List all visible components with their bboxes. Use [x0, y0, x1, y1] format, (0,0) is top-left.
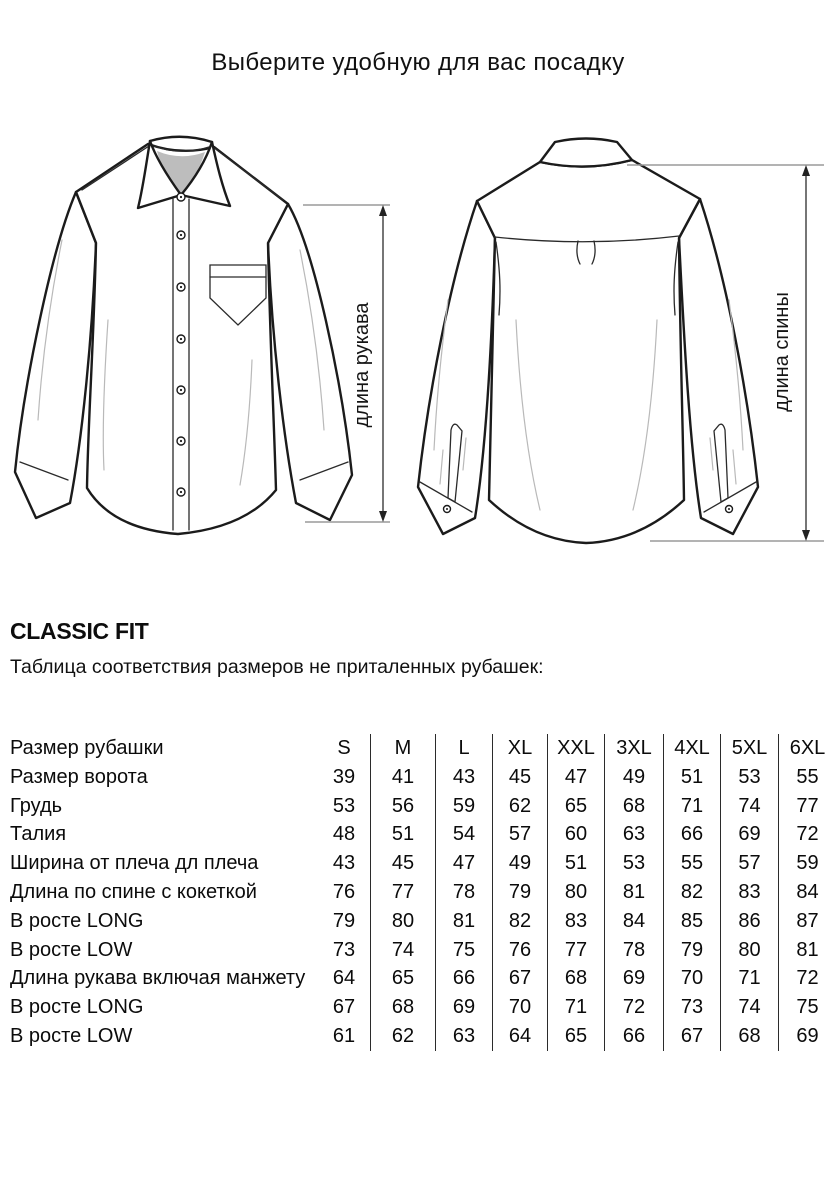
size-value-cell: 72 — [796, 823, 819, 846]
table-row — [0, 1022, 836, 1051]
row-label: В росте LOW — [10, 938, 133, 961]
size-value-cell: 43 — [318, 849, 371, 878]
size-column-header: XL — [493, 734, 548, 763]
size-value-cell: 66 — [605, 1022, 664, 1051]
size-value-cell: 71 — [721, 964, 779, 993]
size-value-cell: 70 — [493, 993, 548, 1022]
size-value-cell: 74 — [721, 792, 779, 821]
size-column-header: XXL — [548, 734, 605, 763]
size-value-cell: 39 — [318, 763, 371, 792]
size-value-cell: 43 — [436, 763, 493, 792]
size-value-cell: 64 — [493, 1022, 548, 1051]
fit-heading: CLASSIC FIT — [10, 618, 149, 644]
size-value-cell: 53 — [318, 792, 371, 821]
row-label: Талия — [10, 823, 67, 846]
size-value-cell: 78 — [605, 936, 664, 965]
size-value-cell: 66 — [436, 964, 493, 993]
table-row — [0, 936, 836, 965]
size-value-cell: 80 — [721, 936, 779, 965]
size-value-cell: 69 — [796, 1024, 819, 1047]
size-value-cell: 86 — [721, 907, 779, 936]
size-table — [0, 734, 836, 1051]
size-value-cell: 77 — [371, 878, 436, 907]
size-value-cell: 81 — [436, 907, 493, 936]
size-value-cell: 72 — [796, 967, 819, 990]
size-value-cell: 54 — [436, 820, 493, 849]
row-label: Размер рубашки — [10, 737, 164, 759]
row-label: Длина по спине с кокеткой — [10, 880, 257, 903]
sleeve-length-arrowhead-top — [379, 205, 387, 216]
fit-subtitle: Таблица соответствия размеров не приталенных рубашек: — [10, 656, 544, 678]
size-column-header: S — [318, 734, 371, 763]
table-row — [0, 792, 836, 821]
size-value-cell: 69 — [436, 993, 493, 1022]
size-value-cell: 62 — [371, 1022, 436, 1051]
size-value-cell: 56 — [371, 792, 436, 821]
table-row — [0, 849, 836, 878]
size-value-cell: 68 — [371, 993, 436, 1022]
size-value-cell: 85 — [664, 907, 721, 936]
size-value-cell: 81 — [796, 938, 819, 961]
back-right-sleeve — [679, 199, 758, 534]
size-value-cell: 51 — [664, 763, 721, 792]
size-value-cell: 71 — [664, 792, 721, 821]
shirt-front-drawing — [15, 137, 352, 534]
size-value-cell: 59 — [436, 792, 493, 821]
size-column-header: M — [371, 734, 436, 763]
size-value-cell: 68 — [605, 792, 664, 821]
size-column-header: 5XL — [721, 734, 779, 763]
size-value-cell: 60 — [548, 820, 605, 849]
back-collar — [540, 139, 632, 167]
size-value-cell: 45 — [493, 763, 548, 792]
size-value-cell: 82 — [493, 907, 548, 936]
table-row — [0, 993, 836, 1022]
size-value-cell: 73 — [664, 993, 721, 1022]
table-row — [0, 964, 836, 993]
back-body — [477, 160, 700, 543]
size-value-cell: 73 — [318, 936, 371, 965]
size-value-cell: 61 — [318, 1022, 371, 1051]
size-value-cell: 82 — [664, 878, 721, 907]
size-value-cell: 57 — [493, 820, 548, 849]
size-value-cell: 75 — [796, 996, 819, 1019]
size-column-header: 6XL — [789, 737, 826, 759]
size-value-cell: 67 — [493, 964, 548, 993]
row-label: Длина рукава включая манжету — [10, 967, 306, 990]
size-column-header: L — [436, 734, 493, 763]
size-value-cell: 68 — [721, 1022, 779, 1051]
row-label: Ширина от плеча дл плеча — [10, 852, 259, 875]
table-row — [0, 820, 836, 849]
size-value-cell: 71 — [548, 993, 605, 1022]
size-value-cell: 84 — [605, 907, 664, 936]
size-value-cell: 74 — [721, 993, 779, 1022]
size-value-cell: 80 — [371, 907, 436, 936]
size-value-cell: 76 — [493, 936, 548, 965]
sleeve-length-label: длина рукава — [351, 302, 373, 428]
size-value-cell: 51 — [548, 849, 605, 878]
size-value-cell: 84 — [796, 880, 819, 903]
row-label: Грудь — [10, 794, 63, 817]
size-value-cell: 72 — [605, 993, 664, 1022]
front-left-sleeve — [15, 192, 96, 518]
shirt-technical-drawing — [0, 120, 836, 580]
size-value-cell: 57 — [721, 849, 779, 878]
size-value-cell: 76 — [318, 878, 371, 907]
size-value-cell: 74 — [371, 936, 436, 965]
size-value-cell: 78 — [436, 878, 493, 907]
size-value-cell: 65 — [371, 964, 436, 993]
size-value-cell: 59 — [796, 852, 819, 875]
size-value-cell: 79 — [493, 878, 548, 907]
table-row — [0, 907, 836, 936]
shirt-back-drawing — [418, 139, 758, 544]
size-value-cell: 67 — [318, 993, 371, 1022]
size-value-cell: 41 — [371, 763, 436, 792]
row-label: В росте LONG — [10, 996, 144, 1019]
size-column-header: 3XL — [605, 734, 664, 763]
size-value-cell: 64 — [318, 964, 371, 993]
size-value-cell: 67 — [664, 1022, 721, 1051]
size-value-cell: 69 — [721, 820, 779, 849]
size-value-cell: 45 — [371, 849, 436, 878]
size-value-cell: 79 — [318, 907, 371, 936]
size-value-cell: 49 — [493, 849, 548, 878]
size-value-cell: 79 — [664, 936, 721, 965]
size-value-cell: 65 — [548, 792, 605, 821]
size-value-cell: 80 — [548, 878, 605, 907]
size-value-cell: 66 — [664, 820, 721, 849]
size-value-cell: 63 — [605, 820, 664, 849]
size-value-cell: 83 — [721, 878, 779, 907]
size-column-header: 4XL — [664, 734, 721, 763]
size-value-cell: 55 — [796, 765, 819, 788]
size-value-cell: 53 — [721, 763, 779, 792]
size-value-cell: 77 — [548, 936, 605, 965]
size-value-cell: 63 — [436, 1022, 493, 1051]
size-value-cell: 55 — [664, 849, 721, 878]
back-length-arrowhead-top — [802, 165, 810, 176]
table-header-row — [0, 734, 836, 763]
size-value-cell: 70 — [664, 964, 721, 993]
size-value-cell: 68 — [548, 964, 605, 993]
size-value-cell: 87 — [796, 909, 819, 932]
back-length-label: длина спины — [771, 292, 793, 412]
size-value-cell: 65 — [548, 1022, 605, 1051]
size-value-cell: 47 — [548, 763, 605, 792]
size-value-cell: 51 — [371, 820, 436, 849]
size-value-cell: 83 — [548, 907, 605, 936]
size-value-cell: 75 — [436, 936, 493, 965]
back-length-arrowhead-bottom — [802, 530, 810, 541]
size-value-cell: 77 — [796, 794, 819, 817]
size-value-cell: 49 — [605, 763, 664, 792]
row-label: Размер ворота — [10, 765, 148, 788]
size-value-cell: 48 — [318, 820, 371, 849]
size-value-cell: 69 — [605, 964, 664, 993]
size-value-cell: 53 — [605, 849, 664, 878]
size-value-cell: 81 — [605, 878, 664, 907]
row-label: В росте LOW — [10, 1024, 133, 1047]
row-label: В росте LONG — [10, 909, 144, 932]
table-row — [0, 763, 836, 792]
sleeve-length-arrowhead-bottom — [379, 511, 387, 522]
size-value-cell: 62 — [493, 792, 548, 821]
size-value-cell: 47 — [436, 849, 493, 878]
front-right-sleeve — [268, 204, 352, 520]
page-title: Выберите удобную для вас посадку — [211, 49, 625, 76]
table-row — [0, 878, 836, 907]
